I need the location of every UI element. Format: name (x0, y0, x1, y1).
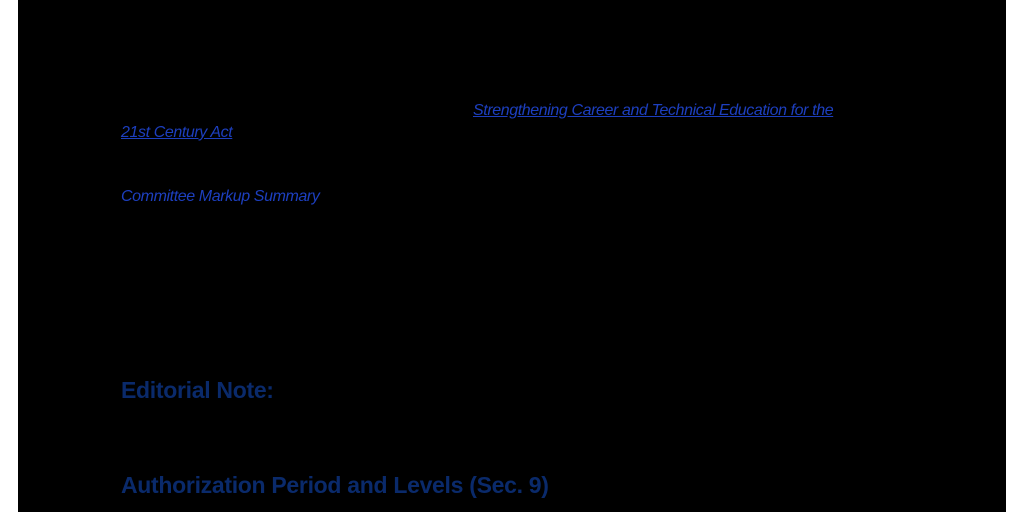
document-body (18, 0, 1006, 512)
editorial-note-heading: Editorial Note: (121, 377, 274, 403)
committee-markup-summary-link[interactable]: Committee Markup Summary (121, 188, 320, 205)
strengthening-cte-act-link-continued[interactable]: 21st Century Act (121, 124, 233, 141)
authorization-period-heading: Authorization Period and Levels (Sec. 9) (121, 472, 549, 498)
strengthening-cte-act-link[interactable]: Strengthening Career and Technical Education for the (473, 102, 834, 119)
